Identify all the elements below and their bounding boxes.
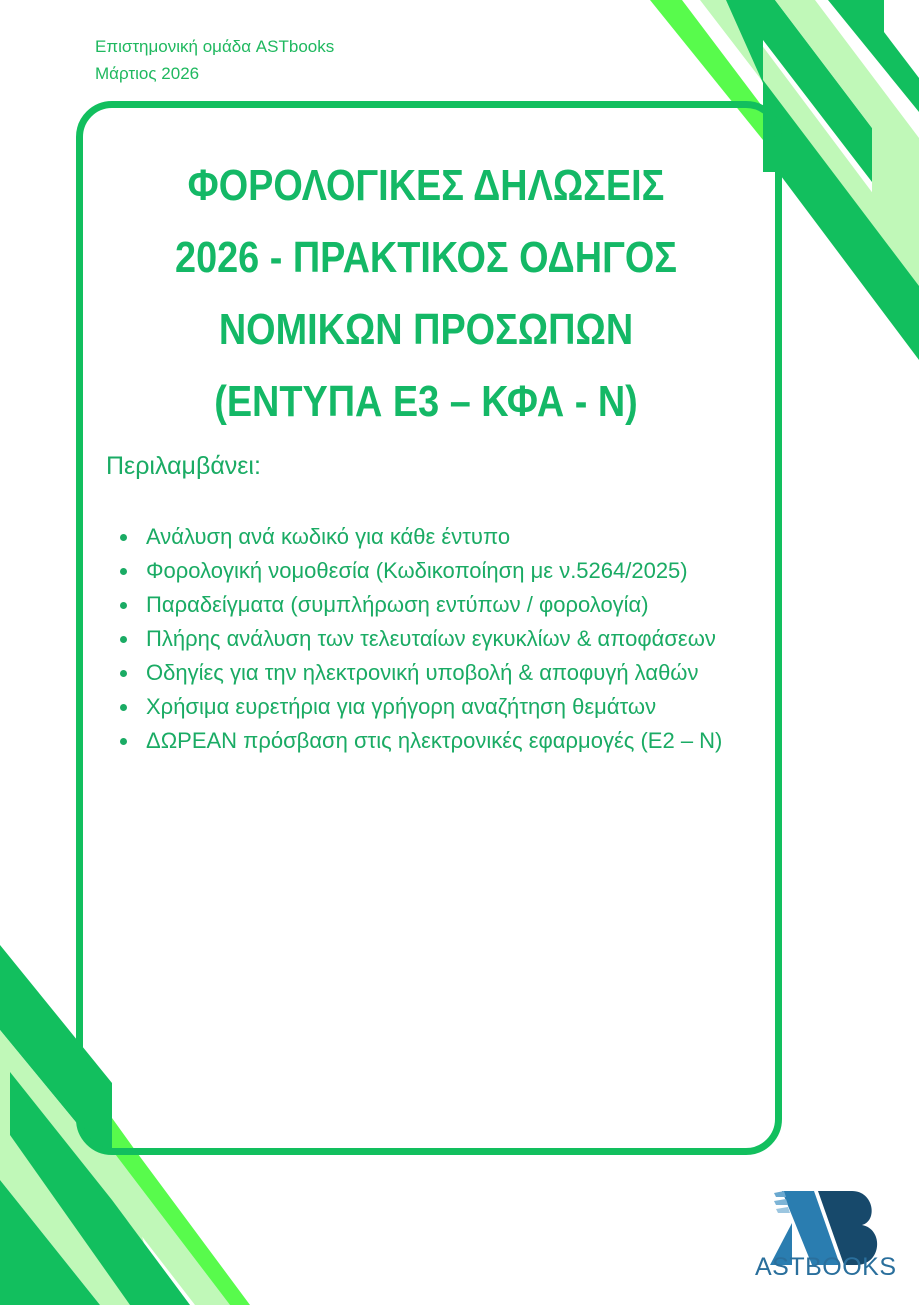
includes-label: Περιλαμβάνει: bbox=[106, 452, 261, 480]
bullet-icon bbox=[120, 670, 127, 677]
bullet-icon bbox=[120, 602, 127, 609]
stripe-light-bottom-2 bbox=[75, 1150, 230, 1305]
date-line: Μάρτιος 2026 bbox=[95, 64, 200, 83]
stripe-light-top-2 bbox=[775, 0, 919, 262]
list-item: Φορολογική νομοθεσία (Κωδικοποίηση με ν.5264/2025) bbox=[118, 554, 758, 588]
list-item: ΔΩΡΕΑΝ πρόσβαση στις ηλεκτρονικές εφαρμογές (Ε2 – Ν) bbox=[118, 724, 758, 758]
title-line: ΦΟΡΟΛΟΓΙΚΕΣ ΔΗΛΩΣΕΙΣ bbox=[187, 161, 665, 210]
logo-text: ASTBOOKS bbox=[755, 1253, 897, 1281]
includes-list bbox=[118, 520, 758, 758]
bullet-icon bbox=[120, 568, 127, 575]
title-line: ΝΟΜΙΚΩΝ ΠΡΟΣΩΠΩΝ bbox=[218, 305, 634, 354]
bullet-icon bbox=[120, 704, 127, 711]
list-item: Ανάλυση ανά κωδικό για κάθε έντυπο bbox=[118, 520, 758, 554]
page-title bbox=[146, 150, 707, 438]
list-item: Χρήσιμα ευρετήρια για γρήγορη αναζήτηση θεμάτων bbox=[118, 690, 758, 724]
stripe-dark-bottom-3 bbox=[0, 1180, 100, 1305]
header-meta bbox=[95, 33, 334, 87]
title-line: 2026 - ΠΡΑΚΤΙΚΟΣ ΟΔΗΓΟΣ bbox=[175, 233, 677, 282]
list-item: Πλήρης ανάλυση των τελευταίων εγκυκλίων & αποφάσεων bbox=[118, 622, 758, 656]
stripe-dark-top-2 bbox=[828, 0, 919, 112]
bullet-icon bbox=[120, 738, 127, 745]
title-line: (ΕΝΤΥΠΑ Ε3 – ΚΦΑ - Ν) bbox=[214, 377, 638, 426]
stripe-dark-top-3 bbox=[763, 80, 919, 360]
publisher-line: Επιστημονική ομάδα ASTbooks bbox=[95, 37, 335, 56]
list-item: Παραδείγματα (συμπλήρωση εντύπων / φορολογία) bbox=[118, 588, 758, 622]
bullet-icon bbox=[120, 534, 127, 541]
list-item: Οδηγίες για την ηλεκτρονική υποβολή & αποφυγή λαθών bbox=[118, 656, 758, 690]
bullet-icon bbox=[120, 636, 127, 643]
